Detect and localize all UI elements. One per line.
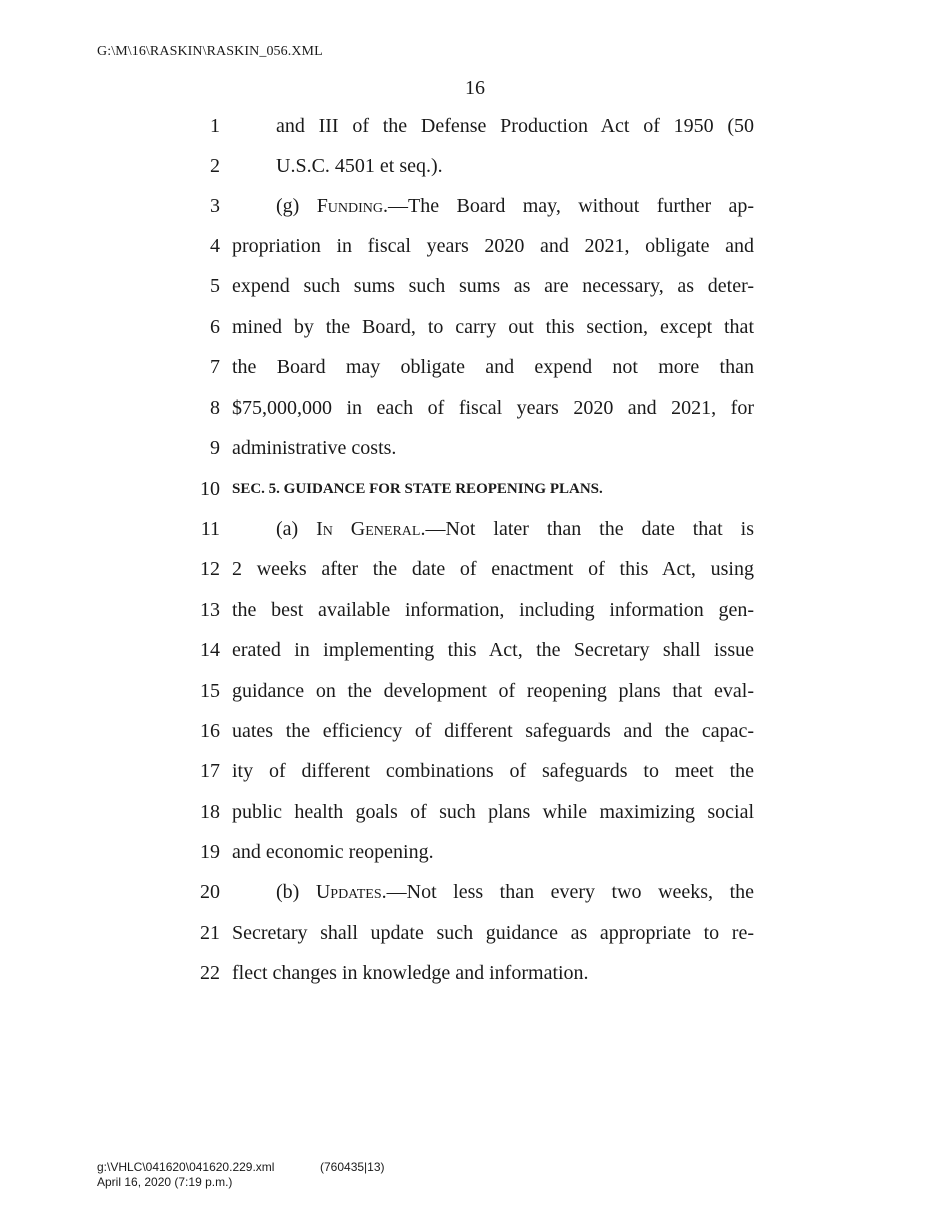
subsection-g-text — [276, 191, 754, 221]
subsection-heading-funding: Funding — [316, 195, 384, 217]
footer-file-path: g:\VHLC\041620\041620.229.xml — [97, 1160, 275, 1174]
line-text: expend such sums such sums as are necessary, as deter- — [232, 275, 754, 297]
footer-date: April 16, 2020 (7:19 p.m.) — [97, 1175, 233, 1189]
line-number: 17 — [200, 760, 220, 782]
line-number: 11 — [200, 518, 220, 540]
line-text: Secretary shall update such guidance as appropriate to re- — [232, 922, 754, 944]
line-text: the Board may obligate and expend not more than — [232, 356, 754, 378]
line-text: the best available information, including information gen- — [232, 599, 754, 621]
line-text: uates the efficiency of different safeguards and the capac- — [232, 720, 754, 742]
line-number: 4 — [210, 235, 220, 257]
line-number: 21 — [200, 922, 220, 944]
line-number: 9 — [210, 437, 220, 459]
line-number: 20 — [200, 881, 220, 903]
page-number: 16 — [465, 77, 485, 99]
line-text: guidance on the development of reopening plans that eval- — [232, 680, 754, 702]
line-number: 18 — [200, 801, 220, 823]
line-number: 13 — [200, 599, 220, 621]
subsection-heading-in-general: In General — [316, 518, 421, 540]
subsection-b-text — [276, 877, 754, 907]
subsection-label: (a) — [276, 518, 317, 540]
line-number: 3 — [210, 195, 220, 217]
line-text: and economic reopening. — [232, 841, 434, 863]
line-number: 6 — [210, 316, 220, 338]
document-file-path: G:\M\16\RASKIN\RASKIN_056.XML — [97, 44, 323, 59]
line-number: 5 — [210, 275, 220, 297]
line-number: 1 — [210, 115, 220, 137]
line-number: 15 — [200, 680, 220, 702]
line-number: 16 — [200, 720, 220, 742]
line-number: 8 — [210, 397, 220, 419]
line-text: erated in implementing this Act, the Secretary shall issue — [232, 639, 754, 661]
line-text: administrative costs. — [232, 437, 397, 459]
line-text: .—Not less than every two weeks, the — [381, 881, 754, 903]
line-number: 2 — [210, 155, 220, 177]
line-text: and III of the Defense Production Act of 1950 (50 — [276, 115, 754, 137]
line-number: 10 — [200, 478, 220, 500]
line-number: 14 — [200, 639, 220, 661]
subsection-label: (b) — [276, 881, 316, 903]
line-number: 22 — [200, 962, 220, 984]
line-text: mined by the Board, to carry out this section, except that — [232, 316, 754, 338]
subsection-heading-updates: Updates — [315, 881, 382, 903]
line-number: 7 — [210, 356, 220, 378]
line-text: .—Not later than the date that is — [420, 518, 754, 540]
section-heading: SEC. 5. GUIDANCE FOR STATE REOPENING PLANS. — [232, 481, 603, 497]
line-text: 2 weeks after the date of enactment of this Act, using — [232, 558, 754, 580]
subsection-a-text — [276, 514, 754, 544]
line-text: public health goals of such plans while maximizing social — [232, 801, 754, 823]
line-text: propriation in fiscal years 2020 and 2021, obligate and — [232, 235, 754, 257]
line-text: ity of different combinations of safeguards to meet the — [232, 760, 754, 782]
line-number: 19 — [200, 841, 220, 863]
line-text: flect changes in knowledge and information. — [232, 962, 589, 984]
line-number: 12 — [200, 558, 220, 580]
line-text: $75,000,000 in each of fiscal years 2020 and 2021, for — [232, 397, 754, 419]
footer-document-code: (760435|13) — [320, 1160, 385, 1174]
subsection-label: (g) — [276, 195, 317, 217]
line-text: .—The Board may, without further ap- — [383, 195, 754, 217]
line-text: U.S.C. 4501 et seq.). — [276, 155, 443, 177]
